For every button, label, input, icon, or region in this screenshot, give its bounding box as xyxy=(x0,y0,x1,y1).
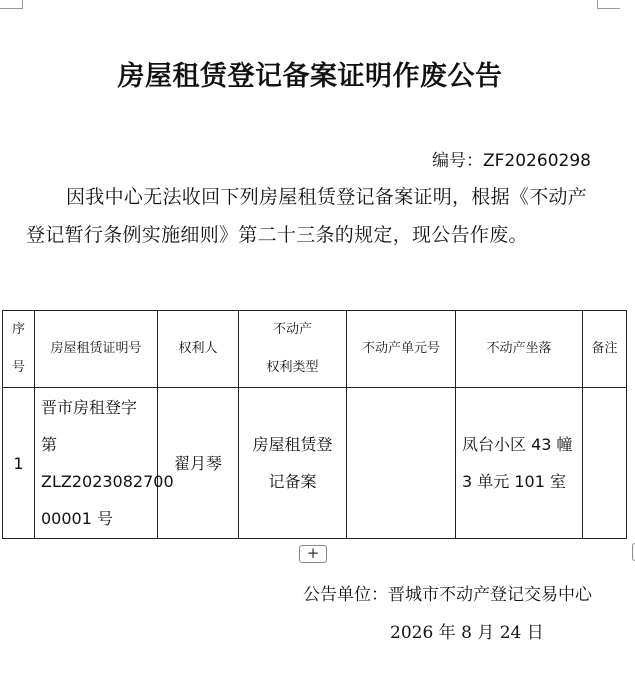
cell-location xyxy=(456,388,583,539)
cell-right-type xyxy=(239,388,347,539)
document-title: 房屋租赁登记备案证明作废公告 xyxy=(117,61,503,92)
cell-cert-no xyxy=(35,388,174,539)
page-corner-mark xyxy=(0,0,23,9)
header-location: 不动产坐落 xyxy=(456,311,583,388)
header-holder: 权利人 xyxy=(158,311,239,388)
cell-remark xyxy=(583,388,627,539)
issue-date: 2026 年 8 月 24 日 xyxy=(390,623,544,643)
header-serial xyxy=(3,311,35,388)
cert-line: 第 xyxy=(41,435,58,454)
document-number-value: ZF20260298 xyxy=(483,151,591,171)
document-number xyxy=(432,146,591,171)
cell-holder: 翟月琴 xyxy=(158,388,239,539)
header-right-type xyxy=(239,311,347,388)
header-serial-line2: 号 xyxy=(11,360,25,375)
table-row xyxy=(3,388,627,539)
header-cert-no: 房屋租赁证明号 xyxy=(35,311,158,388)
page-corner-mark xyxy=(597,0,620,9)
cell-unit-no xyxy=(347,388,456,539)
add-row-button[interactable]: + xyxy=(299,545,327,563)
header-type-line2: 权利类型 xyxy=(266,360,319,375)
header-remark: 备注 xyxy=(583,311,627,388)
header-serial-line1: 序 xyxy=(11,322,25,337)
type-line: 房屋租赁登 xyxy=(252,435,333,454)
issuer-line: 公告单位：晋城市不动产登记交易中心 xyxy=(303,585,592,605)
cert-line: 00001 号 xyxy=(41,509,113,528)
header-type-line1: 不动产 xyxy=(272,322,312,337)
document-number-label: 编号： xyxy=(432,151,483,171)
location-line: 3 单元 101 室 xyxy=(462,472,566,491)
certificate-table xyxy=(2,310,627,539)
table-header-row xyxy=(3,311,627,388)
body-paragraph: 因我中心无法收回下列房屋租赁登记备案证明，根据《不动产登记暂行条例实施细则》第二十三条的规定，现公告作废。 xyxy=(26,186,588,246)
location-line: 凤台小区 43 幢 xyxy=(462,435,573,454)
cert-line: ZLZ2023082700 xyxy=(41,472,174,491)
cert-line: 晋市房租登字 xyxy=(41,398,138,417)
header-unit-no: 不动产单元号 xyxy=(347,311,456,388)
type-line: 记备案 xyxy=(268,472,317,491)
cell-serial: 1 xyxy=(3,388,35,539)
